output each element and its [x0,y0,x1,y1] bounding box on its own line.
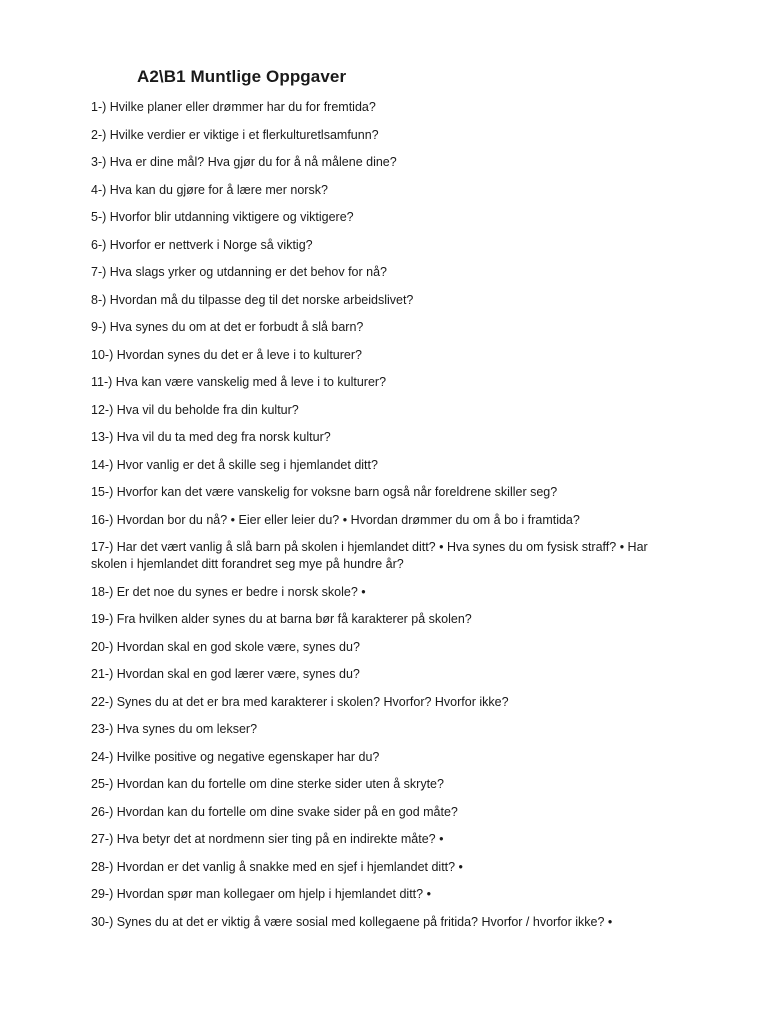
list-item: 21-) Hvordan skal en god lærer være, synes du? [91,667,360,681]
list-item: 28-) Hvordan er det vanlig å snakke med en sjef i hjemlandet ditt? • [91,859,463,874]
list-item: 16-) Hvordan bor du nå? • Eier eller leier du? • Hvordan drømmer du om å bo i framtida? [91,512,580,527]
list-item: 8-) Hvordan må du tilpasse deg til det norske arbeidslivet? [91,292,414,307]
list-item: 25-) Hvordan kan du fortelle om dine sterke sider uten å skryte? [91,777,444,791]
list-item: 24-) Hvilke positive og negative egenskaper har du? [91,749,380,764]
list-item: 18-) Er det noe du synes er bedre i norsk skole? • [91,584,366,599]
list-item: 5-) Hvorfor blir utdanning viktigere og viktigere? [91,210,354,224]
list-item: 10-) Hvordan synes du det er å leve i to kulturer? [91,347,362,362]
list-item: 27-) Hva betyr det at nordmenn sier ting på en indirekte måte? • [91,832,444,846]
list-item: 7-) Hva slags yrker og utdanning er det behov for nå? [91,265,388,279]
list-item: 6-) Hvorfor er nettverk i Norge så viktig? [91,237,313,252]
list-item: 29-) Hvordan spør man kollegaer om hjelp i hjemlandet ditt? • [91,887,431,901]
list-item: 17-) Har det vært vanlig å slå barn på skolen i hjemlandet ditt? • Hva synes du om fysisk straff? • Har skolen i hjemlandet ditt forandret seg mye på hundre år? [91,540,648,571]
list-item: 22-) Synes du at det er bra med karakterer i skolen? Hvorfor? Hvorfor ikke? [91,694,509,709]
list-item: 30-) Synes du at det er viktig å være sosial med kollegaene på fritida? Hvorfor / hvorfor ikke? • [91,914,613,929]
list-item: 23-) Hva synes du om lekser? [91,722,258,736]
list-item: 26-) Hvordan kan du fortelle om dine svake sider på en god måte? [91,804,458,819]
list-item: 19-) Fra hvilken alder synes du at barna bør få karakterer på skolen? [91,612,472,626]
list-item: 13-) Hva vil du ta med deg fra norsk kultur? [91,430,331,444]
list-item: 3-) Hva er dine mål? Hva gjør du for å nå målene dine? [91,155,397,169]
list-item: 11-) Hva kan være vanskelig med å leve i to kulturer? [91,375,387,389]
list-item: 14-) Hvor vanlig er det å skille seg i hjemlandet ditt? [91,457,378,472]
list-item: 12-) Hva vil du beholde fra din kultur? [91,402,299,417]
question-list [91,99,691,941]
list-item: 4-) Hva kan du gjøre for å lære mer norsk? [91,182,328,197]
list-item: 9-) Hva synes du om at det er forbudt å slå barn? [91,320,364,334]
page-title: A2\B1 Muntlige Oppgaver [137,67,347,86]
list-item: 15-) Hvorfor kan det være vanskelig for voksne barn også når foreldrene skiller seg? [91,485,558,499]
list-item: 2-) Hvilke verdier er viktige i et flerkulturetlsamfunn? [91,127,379,142]
list-item: 20-) Hvordan skal en god skole være, synes du? [91,639,360,654]
list-item: 1-) Hvilke planer eller drømmer har du for fremtida? [91,100,376,114]
